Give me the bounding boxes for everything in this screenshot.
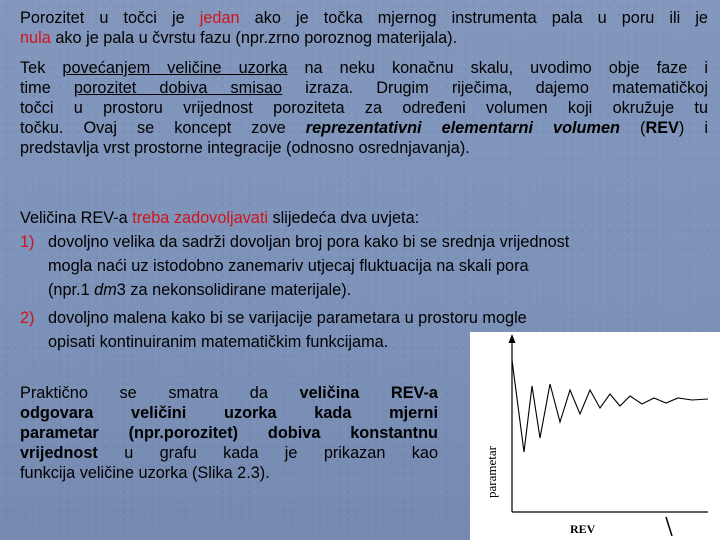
paragraph-practical-rev — [20, 383, 438, 483]
list-item-2-line-2: opisati kontinuiranim matematičkim funkcijama. — [48, 333, 389, 351]
p3-line-4: vrijednost u grafu kada je prikazan kao — [20, 444, 438, 462]
list-item-2: 2) dovoljno malena kako bi se varijacije parametara u prostoru mogle — [20, 309, 527, 327]
p2-line-4: točku. Ovaj se koncept zove reprezentativni elementarni volumen (REV) i — [20, 119, 708, 137]
rev-marker — [666, 517, 672, 536]
y-axis-arrow — [509, 334, 516, 343]
p2-line-5: predstavlja vrst prostorne integracije (odnosno osrednjavanja). — [20, 139, 470, 157]
list-number-1: 1) — [20, 233, 35, 251]
p2-line-2: time porozitet dobiva smisao izraza. Drugim riječima, dajemo matematičkoj — [20, 79, 708, 97]
list-intro: Veličina REV-a treba zadovoljavati slijedeća dva uvjeta: — [20, 209, 420, 227]
list-item-1: 1) dovoljno velika da sadrži dovoljan broj pora kako bi se srednja vrijednost — [20, 233, 570, 251]
p3-line-1: Praktično se smatra da veličina REV-a — [20, 384, 438, 402]
term-jedan: jedan — [199, 9, 240, 27]
rev-figure — [470, 332, 720, 540]
y-axis-label: parametar — [484, 446, 499, 498]
p3-line-2: odgovara veličini uzorka kada mjerni — [20, 404, 438, 422]
term-rev-full: reprezentativni elementarni volumen — [305, 119, 620, 137]
paragraph-rev-concept — [20, 58, 708, 158]
term-treba-zadovoljavati: treba zadovoljavati — [132, 209, 268, 227]
p3-line-3: parametar (npr.porozitet) dobiva konstantnu — [20, 424, 438, 442]
list-item-1-line-2: mogla naći uz istodobno zanemariv utjecaj fluktuacija na skali pora — [48, 257, 529, 275]
paragraph-porosity-point — [20, 8, 708, 48]
term-rev: REV — [645, 119, 679, 137]
p2-line-1: Tek povećanjem veličine uzorka na neku konačnu skalu, uvodimo obje faze i — [20, 59, 708, 77]
term-nula: nula — [20, 29, 51, 47]
list-number-2: 2) — [20, 309, 35, 327]
parameter-curve — [512, 360, 708, 452]
p1-line-1: Porozitet u točci je jedan ako je točka mjernog instrumenta pala u poru ili je — [20, 9, 708, 27]
list-item-1-line-3: (npr.1 dm3 za nekonsolidirane materijale). — [48, 281, 352, 299]
x-axis-label: REV — [570, 522, 596, 536]
p2-line-3: točci u prostoru vrijednost poroziteta za određeni volumen koji okružuje tu — [20, 99, 708, 117]
p3-line-5: funkcija veličine uzorka (Slika 2.3). — [20, 464, 270, 482]
p1-line-2: nula ako je pala u čvrstu fazu (npr.zrno poroznog materijala). — [20, 29, 458, 47]
